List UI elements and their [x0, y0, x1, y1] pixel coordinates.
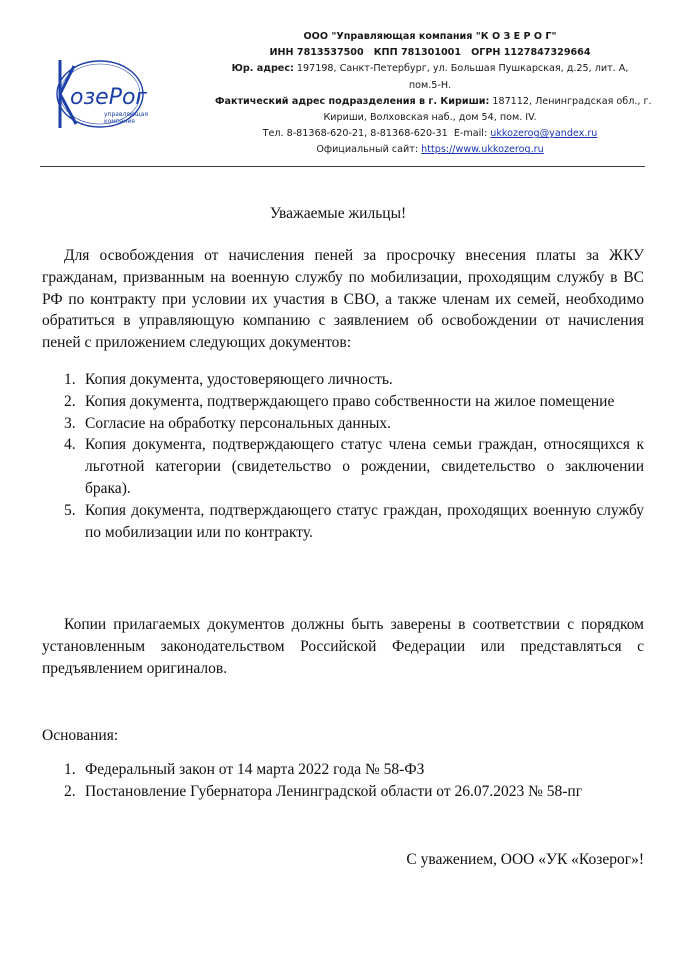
list-item: 1. Федеральный закон от 14 марта 2022 года № 58-ФЗ — [64, 761, 425, 778]
legal-address-cont: пом.5-Н. — [408, 79, 452, 91]
company-registration: ИНН 7813537500 КПП 781301001 ОГРН 1127847329664 — [269, 47, 591, 59]
list-item: 3. Согласие на обработку персональных данных. — [64, 414, 392, 432]
logo-subtext: управляющая — [104, 111, 148, 118]
signature: С уважением, ООО «УК «Козерог»! — [406, 851, 644, 868]
certification-note: Копии прилагаемых документов должны быть заверены в соответствии с порядком установленным законодательством Российской Федерации или представляться с предъявлением оригиналов. — [42, 616, 644, 677]
list-item: 2. Постановление Губернатора Ленинградской области от 26.07.2023 № 58-пг — [64, 782, 583, 800]
letterhead — [40, 16, 652, 167]
list-item: 5. Копия документа, подтверждающего статус граждан, проходящих военную службу по мобилизации или по контракту. — [64, 501, 644, 541]
actual-address-cont: Кириши, Волховская наб., дом 54, пом. IV. — [323, 112, 537, 124]
company-logo — [48, 54, 148, 134]
intro-paragraph: Для освобождения от начисления пеней за просрочку внесения платы за ЖКУ гражданам, призванным на военную службу по мобилизации, проходящим службу в ВС РФ по контракту при условии их участия в СВО, а также членам их семей, необходимо обратиться в управляющую компанию с заявлением об освобождении от начисления пеней с приложением следующих документов: — [42, 247, 644, 352]
list-item: 4. Копия документа, подтверждающего статус члена семьи граждан, относящихся к льготной категории (свидетельство о рождении, свидетельство о заключении брака). — [64, 436, 644, 497]
logo-subtext: компания — [104, 118, 135, 125]
actual-address: Фактический адрес подразделения в г. Кириши: 187112, Ленинградская обл., г. — [215, 95, 652, 107]
website: Официальный сайт: https://www.ukkozerog.ru — [316, 144, 544, 156]
list-item: 2. Копия документа, подтверждающего право собственности на жилое помещение — [64, 392, 615, 410]
email-link[interactable]: ukkozerog@yandex.ru — [490, 128, 598, 140]
company-name: ООО "Управляющая компания "К О З Е Р О Г" — [303, 31, 557, 42]
basis-heading: Основания: — [42, 727, 119, 744]
required-documents-list — [42, 369, 644, 543]
legal-basis-list — [42, 759, 644, 803]
legal-address: Юр. адрес: 197198, Санкт-Петербург, ул. Большая Пушкарская, д.25, лит. А, — [231, 63, 629, 75]
contacts: Тел. 8-81368-620-21, 8-81368-620-31 E-mail: ukkozerog@yandex.ru — [262, 128, 598, 140]
company-details — [215, 29, 652, 159]
website-link[interactable]: https://www.ukkozerog.ru — [421, 144, 544, 156]
letter-greeting: Уважаемые жильцы! — [269, 205, 407, 222]
list-item: 1. Копия документа, удостоверяющего личность. — [64, 371, 393, 388]
logo-text: озеРог — [70, 85, 147, 110]
